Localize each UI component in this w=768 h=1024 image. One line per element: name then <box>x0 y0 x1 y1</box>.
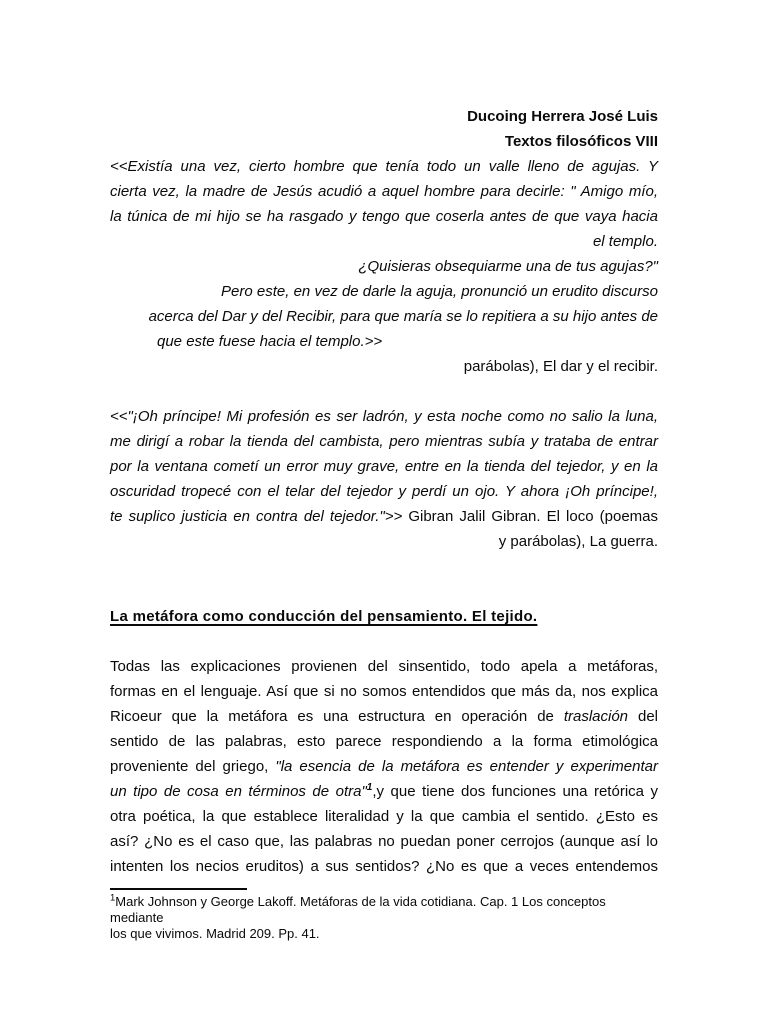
quote2-attribution: y parábolas), La guerra. <box>498 533 658 550</box>
quote2-line: me dirigí a robar la tienda del cambista, pero mientras subía y trataba de entrar <box>110 433 658 450</box>
document-title: Textos filosóficos VIII <box>504 133 658 150</box>
section-heading <box>110 604 658 629</box>
section-heading-text: La metáfora como conducción del pensamiento. El tejido. <box>110 608 538 625</box>
quote2-line: <<"¡Oh príncipe! Mi profesión es ser ladrón, y esta noche como no salio la luna, <box>110 408 658 425</box>
footnote-text-line1: Mark Johnson y George Lakoff. Metáforas de la vida cotidiana. Cap. 1 Los conceptos mediante <box>110 894 606 925</box>
quote1-line: la túnica de mi hijo se ha rasgado y tengo que coserla antes de que vaya hacia <box>110 208 658 225</box>
footnote-text-line2: los que vivimos. Madrid 209. Pp. 41. <box>110 926 320 941</box>
body-text: del <box>628 708 658 725</box>
body-line: Todas las explicaciones provienen del sinsentido, todo apela a metáforas, <box>110 658 658 675</box>
body-line: así? ¿No es el caso que, las palabras no puedan poner cerrojos (aunque así lo <box>110 833 658 850</box>
quote2-closing-text: te suplico justicia en contra del tejedor.">> <box>110 508 409 525</box>
body-line: sentido de las palabras, esto parece respondiendo a la forma etimológica <box>110 733 658 750</box>
quote1-line: Pero este, en vez de darle la aguja, pronunció un erudito discurso <box>221 283 658 300</box>
footnote-number: 1 <box>110 892 116 904</box>
quote2-line: por la ventana cometí un error muy grave, entre en la tienda del tejedor, y en la <box>110 458 658 475</box>
spacer <box>110 554 658 604</box>
body-line <box>110 754 658 779</box>
quote1-line: cierta vez, la madre de Jesús acudió a aquel hombre para decirle: " Amigo mío, <box>110 183 658 200</box>
quote1-line: que este fuese hacia el templo.>> <box>157 333 383 350</box>
quote2-line: oscuridad tropecé con el telar del tejedor y perdí un ojo. Y ahora ¡Oh príncipe!, <box>110 483 658 500</box>
quote1-line: acerca del Dar y del Recibir, para que maría se lo repitiera a su hijo antes de <box>148 308 658 325</box>
quote1-attribution: parábolas), El dar y el recibir. <box>463 358 658 375</box>
author-name: Ducoing Herrera José Luis <box>467 108 658 125</box>
footnote-separator <box>110 888 247 890</box>
quote-block-1 <box>110 154 658 379</box>
quote2-line-with-source <box>110 504 658 529</box>
body-text: ,y que tiene dos funciones una retórica y <box>372 783 658 800</box>
footnote <box>110 894 658 942</box>
body-text: proveniente del griego, <box>110 758 276 775</box>
body-line <box>110 779 658 804</box>
quote1-line: el templo. <box>592 233 658 250</box>
body-italic-quote: un tipo de cosa en términos de otra" <box>110 783 367 800</box>
quote-block-2 <box>110 404 658 554</box>
body-italic-term: traslación <box>563 708 629 725</box>
spacer <box>110 629 658 654</box>
footnote-reference-mark: 1 <box>366 782 373 793</box>
body-line: formas en el lenguaje. Así que si no somos entendidos que más da, nos explica <box>110 683 658 700</box>
quote2-source: Gibran Jalil Gibran. El loco (poemas <box>408 508 658 525</box>
body-line: otra poética, la que establece literalidad y la que cambia el sentido. ¿Esto es <box>110 808 658 825</box>
body-line <box>110 704 658 729</box>
body-italic-quote: "la esencia de la metáfora es entender y experimentar <box>275 758 658 775</box>
body-line: intenten los necios eruditos) a sus sentidos? ¿No es que a veces entendemos <box>110 858 658 875</box>
quote1-line: ¿Quisieras obsequiarme una de tus agujas?" <box>358 258 658 275</box>
body-paragraph <box>110 654 658 879</box>
spacer <box>110 379 658 404</box>
quote1-line: <<Existía una vez, cierto hombre que tenía todo un valle lleno de agujas. Y <box>110 158 658 175</box>
body-text: Ricoeur que la metáfora es una estructura en operación de <box>110 708 564 725</box>
